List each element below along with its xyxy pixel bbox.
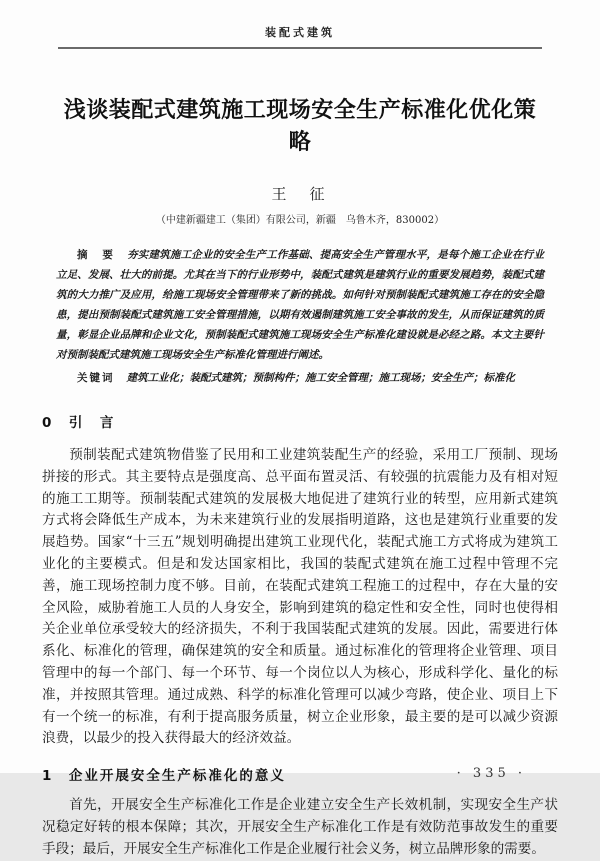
- significance-paragraph: 首先，开展安全生产标准化工作是企业建立安全生产长效机制，实现安全生产状况稳定好转的根本保障；其次，开展安全生产标准化工作是有效防范事故发生的重要手段；最后，开展安全生产标准化工作是企业履行社会义务，树立品牌形象的需要。: [42, 797, 558, 857]
- abstract-text: 夯实建筑施工企业的安全生产工作基础、提高安全生产管理水平，是每个施工企业在行业立足、发展、壮大的前提。尤其在当下的行业形势中，装配式建筑是建筑行业的重要发展趋势，装配式建筑的大力推广及应用，给施工现场安全管理带来了新的挑战。如何针对预制装配式建筑施工存在的安全隐患，提出预制装配式建筑施工安全管理措施，以期有效遏制建筑施工安全事故的发生，从而保证建筑的质量，彰显企业品牌和企业文化，预制装配式建筑施工现场安全生产标准化建设就是必经之路。本文主要针对预制装配式建筑施工现场安全生产标准化管理进行阐述。: [56, 249, 545, 361]
- header-divider: [58, 47, 542, 49]
- keywords-label: 关键词: [77, 372, 115, 384]
- keywords-text: 建筑工业化；装配式建筑；预制构件；施工安全管理；施工现场；安全生产；标准化: [126, 372, 515, 384]
- page-number: · 335 ·: [456, 766, 526, 781]
- section-heading-introduction: 0 引 言: [42, 415, 116, 431]
- journal-running-head: 装配式建筑: [265, 26, 335, 39]
- introduction-paragraph: 预制装配式建筑物借鉴了民用和工业建筑装配生产的经验，采用工厂预制、现场拼接的形式。其主要特点是强度高、总平面布置灵活、有较强的抗震能力及有相对短的施工工期等。预制装配式建筑的发展极大地促进了建筑行业的转型，应用新式建筑方式将会降低生产成本，为未来建筑行业的发展指明道路，这也是建筑行业重要的发展趋势。国家“十三五”规划明确提出建筑工业现代化，装配式施工方式将成为建筑工业化的主要模式。但是和发达国家相比，我国的装配式建筑在施工过程中管理不完善，施工现场控制力度不够。目前，在装配式建筑工程施工的过程中，存在大量的安全风险，威胁着施工人员的人身安全，影响到建筑的稳定性和安全性，同时也使得相关企业单位承受较大的经济损失，不利于我国装配式建筑的发展。因此，需要进行体系化、标准化的管理，确保建筑的安全和质量。通过标准化的管理将企业管理、项目管理中的每一个部门、每一个环节、每一个岗位以人为核心，形成科学化、量化的标准，并按照其管理。通过成熟、科学的标准化管理可以减少弯路，使企业、项目上下有一个统一的标准，有利于提高服务质量，树立企业形象，最主要的是可以减少资源浪费，以最少的投入获得最大的经济效益。: [42, 447, 558, 747]
- author-name: 王 征: [271, 185, 329, 203]
- author-affiliation: （中建新疆建工（集团）有限公司，新疆 乌鲁木齐，830002）: [155, 215, 445, 226]
- abstract-label: 摘 要: [77, 249, 116, 261]
- section-heading-significance: 1 企业开展安全生产标准化的意义: [42, 768, 286, 785]
- keywords-line: [56, 368, 544, 388]
- paper-title: 浅谈装配式建筑施工现场安全生产标准化优化策略: [63, 98, 537, 155]
- abstract-paragraph: [56, 245, 544, 365]
